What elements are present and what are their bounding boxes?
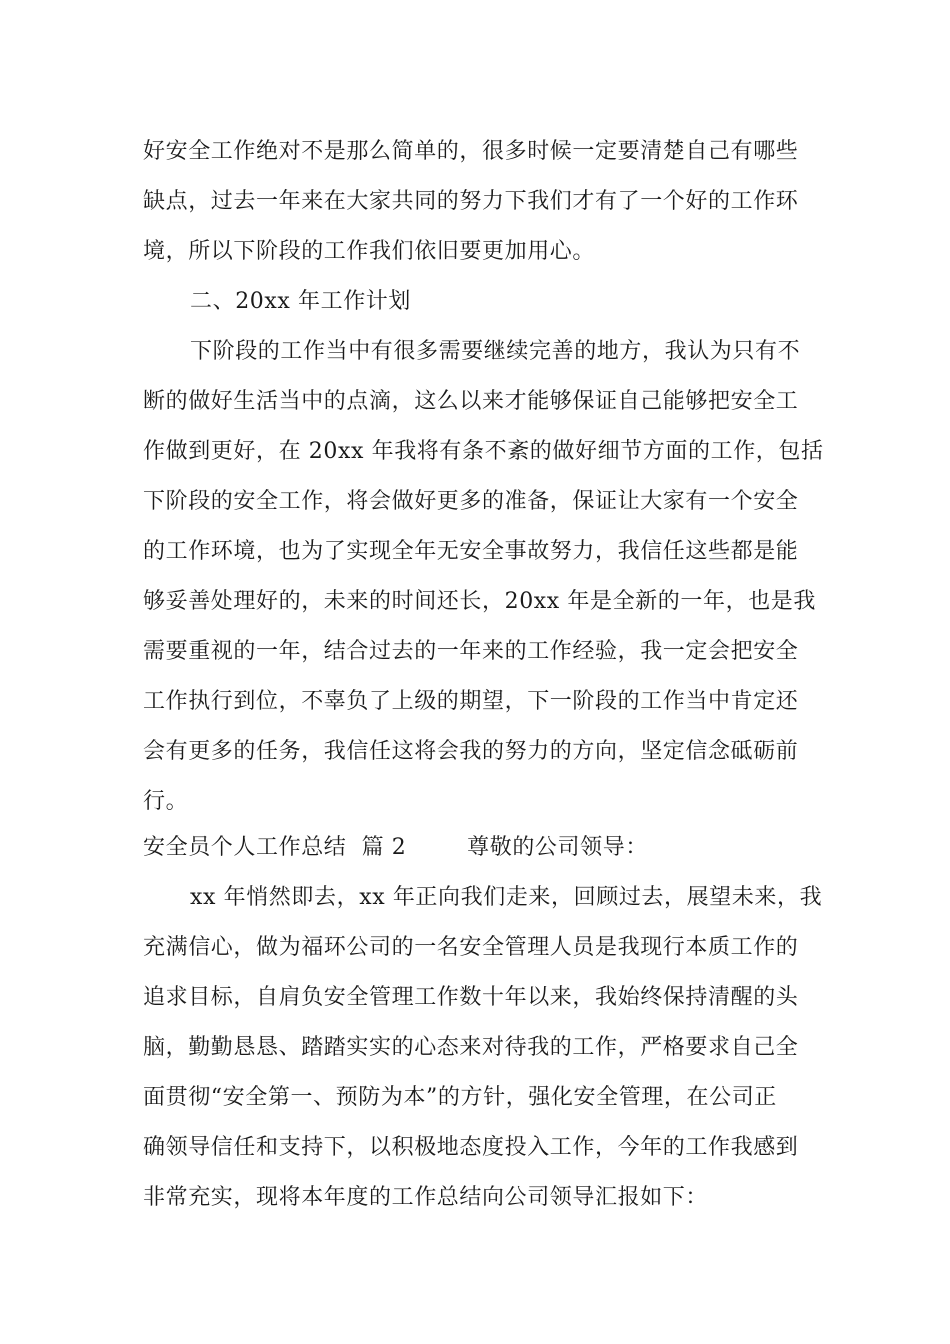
text-line: 下阶段的安全工作，将会做好更多的准备，保证让大家有一个安全 bbox=[143, 489, 799, 514]
text-line: 行。 bbox=[143, 789, 189, 814]
text-line: 的工作环境，也为了实现全年无安全事故努力，我信任这些都是能 bbox=[143, 539, 799, 564]
text-line: 面贯彻“安全第一、预防为本”的方针，强化安全管理，在公司正 bbox=[143, 1085, 777, 1110]
text-line: 作做到更好，在 20xx 年我将有条不紊的做好细节方面的工作，包括 bbox=[143, 439, 824, 464]
text-line: 确领导信任和支持下，以积极地态度投入工作，今年的工作我感到 bbox=[143, 1135, 799, 1160]
text-line: 追求目标，自肩负安全管理工作数十年以来，我始终保持清醒的头 bbox=[143, 985, 799, 1010]
text-line: 下阶段的工作当中有很多需要继续完善的地方，我认为只有不 bbox=[190, 339, 801, 364]
text-line: 脑，勤勤恳恳、踏踏实实的心态来对待我的工作，严格要求自己全 bbox=[143, 1035, 799, 1060]
text-line: xx 年悄然即去，xx 年正向我们走来，回顾过去，展望未来，我 bbox=[190, 885, 823, 910]
text-line: 好安全工作绝对不是那么简单的，很多时候一定要清楚自己有哪些 bbox=[143, 139, 799, 164]
section-heading: 二、20xx 年工作计划 bbox=[190, 289, 412, 314]
text-line: 充满信心，做为福环公司的一名安全管理人员是我现行本质工作的 bbox=[143, 935, 799, 960]
text-line: 需要重视的一年，结合过去的一年来的工作经验，我一定会把安全 bbox=[143, 639, 799, 664]
text-line: 会有更多的任务，我信任这将会我的努力的方向，坚定信念砥砺前 bbox=[143, 739, 799, 764]
text-line: 境，所以下阶段的工作我们依旧要更加用心。 bbox=[143, 239, 596, 264]
text-line: 断的做好生活当中的点滴，这么以来才能够保证自己能够把安全工 bbox=[143, 389, 799, 414]
text-line: 非常充实，现将本年度的工作总结向公司领导汇报如下： bbox=[143, 1185, 709, 1210]
text-line: 工作执行到位，不辜负了上级的期望，下一阶段的工作当中肯定还 bbox=[143, 689, 799, 714]
text-line: 够妥善处理好的，未来的时间还长，20xx 年是全新的一年，也是我 bbox=[143, 589, 817, 614]
text-line: 缺点，过去一年来在大家共同的努力下我们才有了一个好的工作环 bbox=[143, 189, 799, 214]
article-heading: 安全员个人工作总结 篇 2 尊敬的公司领导： bbox=[143, 835, 648, 860]
